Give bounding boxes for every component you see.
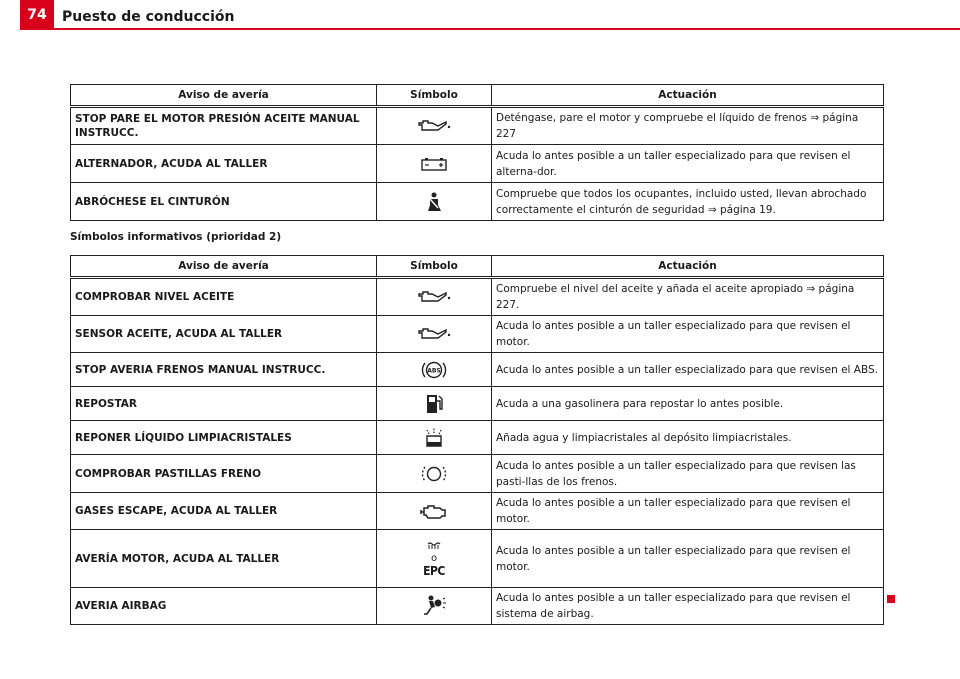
action-cell: Acuda a una gasolinera para repostar lo antes posible. — [492, 387, 884, 421]
symbol-cell — [377, 183, 492, 221]
oil-can-icon — [416, 291, 452, 303]
warning-cell: COMPROBAR PASTILLAS FRENO — [71, 455, 377, 493]
warning-cell: REPOSTAR — [71, 387, 377, 421]
washer-fluid-icon — [423, 432, 445, 444]
column-header-action: Actuación — [492, 85, 884, 107]
airbag-icon — [421, 600, 447, 612]
header-rule — [54, 28, 960, 30]
table-row — [71, 183, 884, 221]
table-row — [71, 353, 884, 387]
symbol-cell — [377, 493, 492, 530]
seatbelt-icon — [423, 196, 445, 208]
symbol-separator: o — [430, 553, 438, 564]
column-header-warning: Aviso de avería — [71, 85, 377, 107]
table-row — [71, 530, 884, 588]
table-row — [71, 278, 884, 316]
warning-cell: GASES ESCAPE, ACUDA AL TALLER — [71, 493, 377, 530]
action-cell: Añada agua y limpiacristales al depósito limpiacristales. — [492, 421, 884, 455]
warning-cell: STOP PARE EL MOTOR PRESIÓN ACEITE MANUAL INSTRUCC. — [71, 107, 377, 145]
symbol-cell — [377, 316, 492, 353]
abs-icon — [421, 364, 447, 376]
column-header-action: Actuación — [492, 256, 884, 278]
action-cell: Compruebe el nivel del aceite y añada el aceite apropiado ⇒ página 227. — [492, 278, 884, 316]
action-cell: Acuda lo antes posible a un taller especializado para que revisen el motor. — [492, 530, 884, 588]
table-row — [71, 316, 884, 353]
action-cell: Acuda lo antes posible a un taller especializado para que revisen el motor. — [492, 493, 884, 530]
page-number: 74 — [20, 0, 54, 30]
engine-icon — [420, 505, 448, 517]
action-cell: Compruebe que todos los ocupantes, incluido usted, llevan abrochado correctamente el cinturón de seguridad ⇒ página 19. — [492, 183, 884, 221]
oil-can-icon — [416, 328, 452, 340]
warning-cell: STOP AVERIA FRENOS MANUAL INSTRUCC. — [71, 353, 377, 387]
fuel-pump-icon — [424, 398, 444, 410]
column-header-warning: Aviso de avería — [71, 256, 377, 278]
action-cell: Acuda lo antes posible a un taller especializado para que revisen el ABS. — [492, 353, 884, 387]
brake-pads-icon — [421, 468, 447, 480]
table-header-row — [71, 85, 884, 107]
warning-cell: AVERÍA MOTOR, ACUDA AL TALLER — [71, 530, 377, 588]
action-cell: Acuda lo antes posible a un taller especializado para que revisen el motor. — [492, 316, 884, 353]
symbol-cell — [377, 145, 492, 183]
oil-can-icon — [416, 120, 452, 132]
table-row — [71, 421, 884, 455]
symbol-cell — [377, 588, 492, 625]
action-cell: Acuda lo antes posible a un taller especializado para que revisen el alterna-dor. — [492, 145, 884, 183]
table-row — [71, 455, 884, 493]
warning-cell: SENSOR ACEITE, ACUDA AL TALLER — [71, 316, 377, 353]
warning-cell: ABRÓCHESE EL CINTURÓN — [71, 183, 377, 221]
table-row — [71, 145, 884, 183]
symbol-cell — [377, 353, 492, 387]
table-header-row — [71, 256, 884, 278]
warning-cell: ALTERNADOR, ACUDA AL TALLER — [71, 145, 377, 183]
battery-icon — [420, 158, 448, 170]
action-cell: Acuda lo antes posible a un taller especializado para que revisen el sistema de airbag. — [492, 588, 884, 625]
warning-cell: AVERIA AIRBAG — [71, 588, 377, 625]
action-cell: Acuda lo antes posible a un taller especializado para que revisen las pasti-llas de los frenos. — [492, 455, 884, 493]
epc-icon: EPC — [423, 564, 445, 578]
section-end-marker — [887, 595, 895, 603]
column-header-symbol: Símbolo — [377, 256, 492, 278]
table-row — [71, 387, 884, 421]
warning-table-priority-1 — [70, 84, 884, 221]
table-row — [71, 588, 884, 625]
section-title: Símbolos informativos (prioridad 2) — [70, 231, 282, 243]
symbol-cell — [377, 530, 492, 588]
warning-table-priority-2 — [70, 255, 884, 625]
warning-cell: REPONER LÍQUIDO LIMPIACRISTALES — [71, 421, 377, 455]
warning-cell: COMPROBAR NIVEL ACEITE — [71, 278, 377, 316]
symbol-cell — [377, 107, 492, 145]
symbol-cell — [377, 278, 492, 316]
glow-plug-icon — [426, 541, 442, 553]
table-row — [71, 107, 884, 145]
table-row — [71, 493, 884, 530]
page-header: Puesto de conducción — [62, 9, 235, 25]
action-cell: Deténgase, pare el motor y compruebe el líquido de frenos ⇒ página 227 — [492, 107, 884, 145]
symbol-cell — [377, 387, 492, 421]
symbol-cell — [377, 421, 492, 455]
column-header-symbol: Símbolo — [377, 85, 492, 107]
symbol-cell — [377, 455, 492, 493]
svg-text:ABS: ABS — [427, 367, 441, 374]
